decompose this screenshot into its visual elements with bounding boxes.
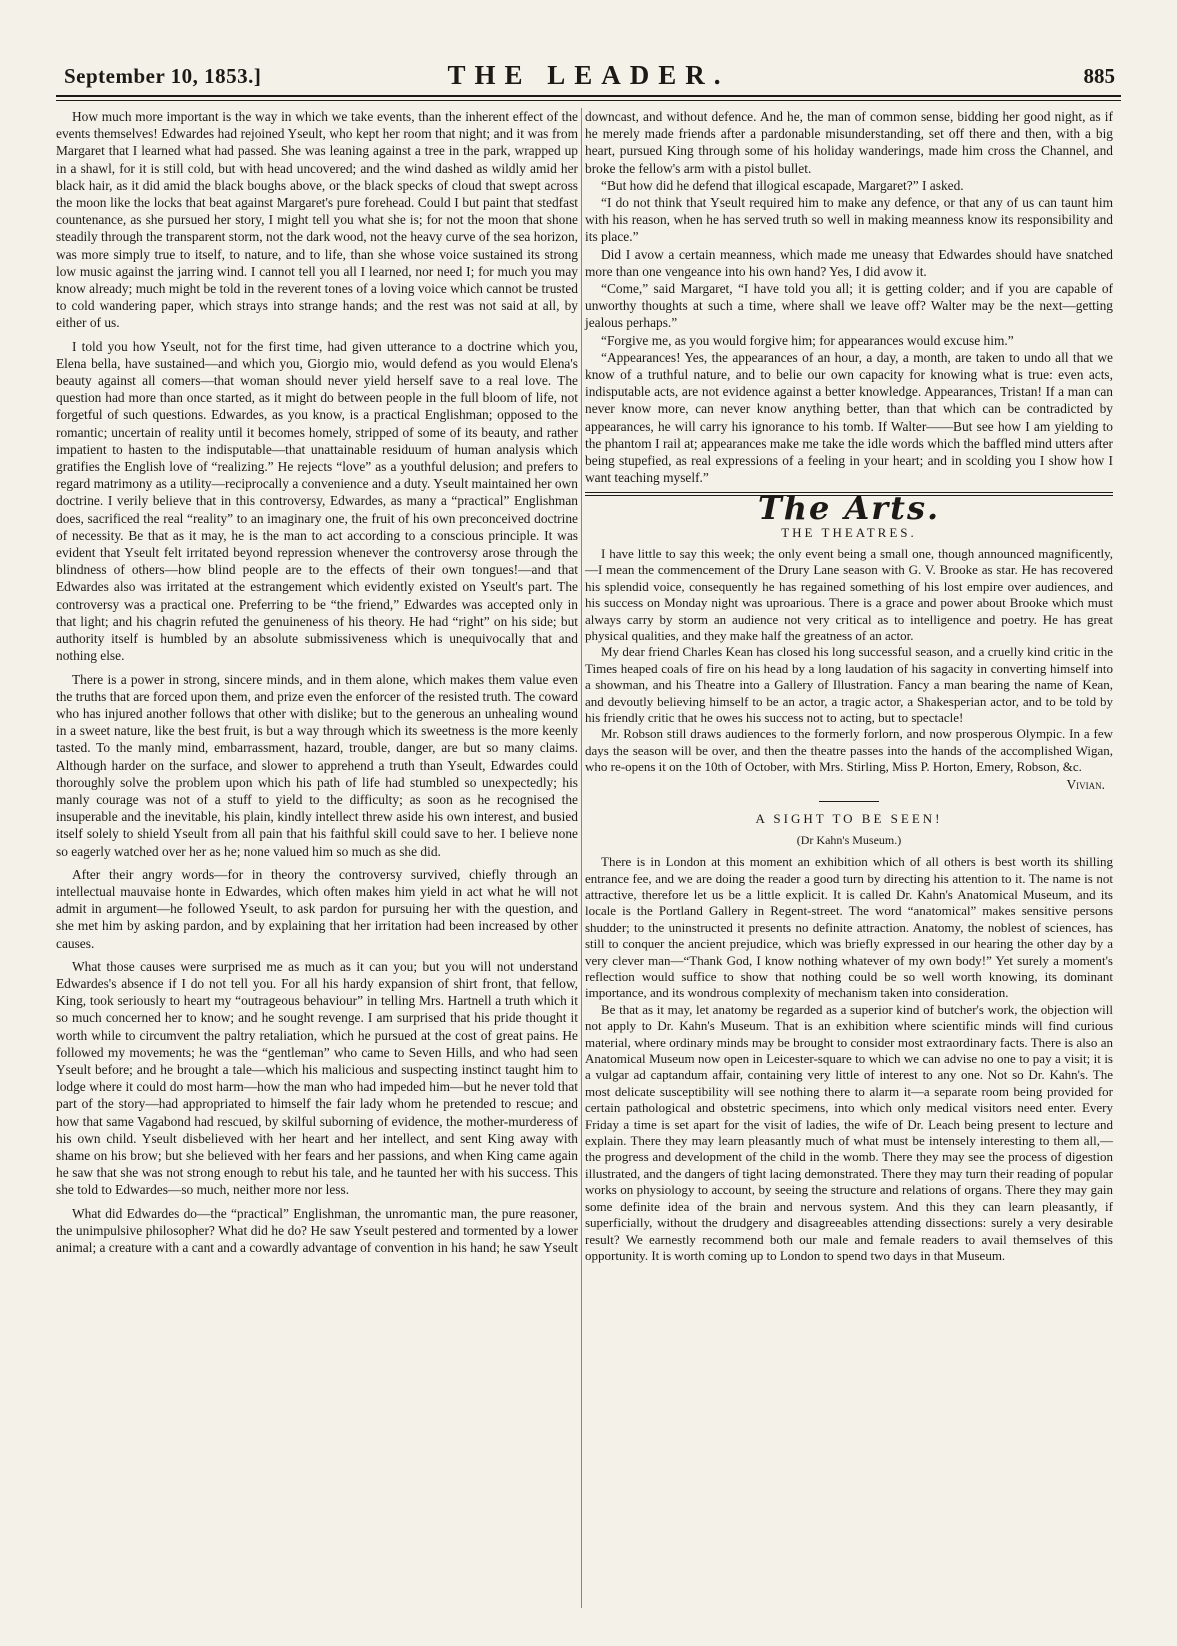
paragraph: “Forgive me, as you would forgive him; for appearances would excuse him.” [601, 332, 1014, 348]
paragraph: Mr. Robson still draws audiences to the formerly forlorn, and now prosperous Olympic. In a few days the season will be over, and then the theatre passes into the hands of the accomplished Wigan, who re-opens it on the 10th of October, with Mrs. Stirling, Miss P. Horton, Emery, Robson, &c. [585, 726, 1113, 775]
paragraph: There is a power in strong, sincere minds, and in them alone, which makes them value even the truths that are forced upon them, and prize even the enforcer of the resisted truth. The coward who has injured another follows that other with dislike; but to the generous an unhealing wound in a sweet nature, like the best fruit, is but a way through which its sweetness is the more keenly tasted. To the manly mind, embarrassment, hazard, trouble, danger, are but so many claims. Although harder on the surface, and slower to apprehend a truth than Yseult, Edwardes could thoroughly solve the problem upon which his path of life had stumbled so unexpectedly; his manly courage was not of a stuff to yield to the difficulty; as soon as he recognised the insuperable and the inevitable, his plain, kindly intellect threw aside his own interest, and busied itself solely to shield Yseult from all pain that his faithful skill could save to her. I believe none so eagerly watched over her as he; none valued him so much as she did. [56, 671, 578, 859]
paragraph: What those causes were surprised me as much as it can you; but you will not understand Edwardes's absence if I do not tell you. For all his hardy expansion of shirt front, that fellow, King, took seriously to heart my “outrageous behaviour” in telling Mrs. Hartnell a truth which it so much concerned her to know; and he sought revenge. I am surprised that his pride thought it worth while to circumvent the paltry retaliation, which he pursued at the cost of great pains. He followed my movements; he was the “gentleman” who came to Seven Hills, and who had seen Yseult before; and he brought a tale—which his malicious and suspecting instinct taught him to lodge where it could do most harm—how the man who had impeded him—but he never told that part of the story—had appropriated to himself the fair lady whom he pretended to rescue; and how that same Vagabond had rescued, by skilful suborning of evidence, the mother-murderess of his own child. Yseult disbelieved with her heart and her intellect, and sent King away with shame on his brow; but she believed with her fears and her passions, and when King came again he saw that she was not strong enough to rebut his tale, and he taunted her with his success. This she told to Edwardes—so much, neither more nor less. [56, 958, 578, 1198]
sight-subheading: (Dr Kahn's Museum.) [796, 832, 902, 847]
theatres-heading: THE THEATRES. [781, 524, 917, 540]
page-number: 885 [1083, 64, 1115, 88]
masthead [56, 60, 1121, 94]
paragraph: Be that as it may, let anatomy be regarded as a superior kind of butcher's work, the objection will not apply to Dr. Kahn's Museum. That is an exhibition where scientific minds will find curious material, where ordinary minds may be brought to consider most extraordinary facts. There is also an Anatomical Museum now open in Leicester-square to which we can advise no one to pay a visit; it is a vulgar ad captandum affair, containing very little of interest to any one. Not so Dr. Kahn's. The most delicate susceptibility will see nothing there to alarm it—a separate room being provided for certain pathological and obstetric specimens, into which only medical visitors need enter. Every Friday a time is set apart for the visit of ladies, the wife of Dr. Leach being present to lecture and explain. There they may learn pleasantly much of what must be intensely interesting to them all,—the progress and development of the child in the womb. There they may see the process of digestion illustrated, and the dangers of tight lacing demonstrated. There they may turn their reading of popular works on physiology to account, by seeing the structure and relations of organs. There they may gain some definite idea of the brain and nervous system. And this they can learn pleasantly, if superficially, without the drudgery and disagreeables attending dissections: surely a very desirable result? We earnestly recommend both our male and female readers to avail themselves of this opportunity. It is worth coming up to London to spend two days in that Museum. [585, 1001, 1113, 1263]
paragraph: There is in London at this moment an exhibition which of all others is best worth its shilling entrance fee, and we are doing the reader a good turn by directing his attention to it. The name is not attractive, therefore let us be a little explicit. It is called Dr. Kahn's Anatomical Museum, and its locale is the Portland Gallery in Regent-street. The word “anatomical” makes sensitive persons shudder; to the uninstructed it presents no definite attraction. Anatomy, the noblest of sciences, has still to conquer the ancient prejudice, which was briefly expressed in our hearing the other day by a very clever man—“Thank God, I know nothing whatever of my own body!” Yet surely a moment's reflection would suffice to show that nothing could be so well worth knowing, its dominant importance, and its wondrous complexity of mechanism taken into consideration. [585, 854, 1113, 1001]
paragraph: “I do not think that Yseult required him to make any defence, or that any of us can taunt him with his reason, when he has served truth so well in making meanness know its responsibility and its place.” [585, 195, 1113, 245]
column-divider [581, 108, 582, 1608]
paragraph: Did I avow a certain meanness, which made me uneasy that Edwardes should have snatched more than one vengeance into his own hand? Yes, I did avow it. [585, 246, 1113, 279]
paragraph: My dear friend Charles Kean has closed his long successful season, and a cruelly kind critic in the Times heaped coals of fire on his head by a long laudation of his sagacity in converting himself into a showman, and his Theatre into a Gallery of Illustration. Fancy a man bearing the name of Kean, and devoutly believing himself to be an actor, a tragic actor, a Shakesperian actor, and to be told by his friendly critic that he owes his success not to acting, but to spectacle! [585, 644, 1113, 725]
newspaper-title: THE LEADER. [447, 60, 730, 90]
issue-date: September 10, 1853.] [64, 64, 262, 88]
paragraph: “Appearances! Yes, the appearances of an hour, a day, a month, are taken to undo all that we know of a truthful nature, and to belie our own capacity for knowing what is true: even acts, indisputable acts, are not evidence against a better knowledge. Appearances, Tristan! If a man can never know more, can never know anything better, than that which can be contradicted by appearances, he will carry his ignorance to his tomb. If Walter——But see how I am yielding to the phantom I rail at; appearances make me take the idle words which the baffled mind utters after being stupefied, as real expressions of a feeling in your heart; and in scolding you I show how I want teaching myself.” [585, 349, 1113, 486]
left-column [56, 108, 578, 1256]
paragraph: What did Edwardes do—the “practical” Englishman, the unromantic man, the pure reasoner, the unimpulsive philosopher? What did he do? He saw Yseult pestered and tormented by a lower animal; a creature with a cant and a cowardly advantage of convention in his hand; he saw Yseult [56, 1205, 578, 1255]
paragraph: “But how did he defend that illogical escapade, Margaret?” I asked. [601, 177, 964, 193]
header-rule [56, 95, 1121, 101]
paragraph: After their angry words—for in theory the controversy survived, chiefly through an intellectual mauvaise honte in Edwardes, which often makes him yield in act what he will not admit in argument—he followed Yseult, to ask pardon for pursuing her with the question, and she met him by asking pardon, and by explaining that her irritation had been increased by other causes. [56, 866, 578, 951]
paragraph: I told you how Yseult, not for the first time, had given utterance to a doctrine which you, Elena bella, have sustained—and which you, Giorgio mio, would defend as you would Elena's beauty against all comers—that woman should never yield herself save to a real love. The question had more than once started, as it might do between people in the full bloom of life, not forgetful of such questions. Edwardes, as you know, is a practical Englishman; opposed to the romantic; uncertain of reality until it becomes homely, stripped of some of its beauty, and rather impatient to hasten to the indisputable—that unattainable residuum of human analysis which gratifies the English love of “realizing.” He rejects “love” as a youthful delusion; and prefers to regard matrimony as a utility—reciprocally a convenience and a duty. Yseult maintained her own doctrine. I verily believe that in this controversy, Edwardes, as many a “practical” Englishman does, sacrificed the real “reality” to an imaginary one, the fruit of his own preconceived doctrine of necessity. Be that as it may, he is the man to act according to a conscious principle. It was evident that Yseult felt irritated beyond repression whenever the controversy arose through the blindness of others—how blind people are to the effects of their own tongues!—and that Edwardes also was irritated at the estrangement which evidently existed on Yseult's part. The controversy was a practical one. Preferring to be “the friend,” Edwardes was accepted only in that light; and his chagrin refuted the genuineness of his theory. He had “right” on his side; but authority itself is humbled by an absolute submissiveness which is unequivocally that and nothing else. [56, 338, 578, 664]
right-column [585, 108, 1113, 1264]
paragraph: I have little to say this week; the only event being a small one, though announced magnificently,—I mean the commencement of the Drury Lane season with G. V. Brooke as star. He has recovered his splendid voice, consequently he has regained something of his lost empire over audiences, and his success on Monday night was uproarious. There is a grace and power about Brooke which must always carry by storm an audience not very critical as to intelligence and poetry. He has great physical qualities, and they make half the greatness of an actor. [585, 545, 1113, 643]
author-signature: Vivian. [1066, 776, 1105, 792]
paragraph: “Come,” said Margaret, “I have told you all; it is getting colder; and if you are capable of unworthy thoughts at such a time, where shall we leave off? Walter may be the next—getting jealous perhaps.” [585, 281, 1113, 331]
arts-section-title: The Arts. [757, 489, 941, 528]
paragraph: downcast, and without defence. And he, the man of common sense, bidding her good night, as if he merely made friends after a pardonable misunderstanding, set off there and then, with a big heart, pursued King through some of his holiday wanderings, made him cross the Channel, and broke the fellow's arm with a pistol bullet. [585, 109, 1113, 176]
sight-heading: A SIGHT TO BE SEEN! [755, 810, 943, 826]
divider [819, 801, 879, 802]
paragraph: How much more important is the way in which we take events, than the inherent effect of the events themselves! Edwardes had rejoined Yseult, who kept her room that night; and it was from Margaret that I learned what had passed. She was leaning against a tree in the park, wrapped up in a shawl, for it is still cold, but with head uncovered; and the wind dashed as wildly amid her black hair, as it did amid the black boughs above, or the black specks of cloud that swept across the moon like the locks that beat against Margaret's pure forehead. Could I but paint that stedfast countenance, as she pursued her story, I might tell you what she is; for not the moon that shone steadily through the transparent storm, not the dark wood, not the heavy curve of the sea horizon, was more simply true to itself, to nature, and to life, than she whose voice sustained its strong low music against the jarring wind. I cannot tell you all I learned, nor need I; for much you may know already; much might be told in the reverent tones of a loving voice which cannot be trusted to cold wandering paper, which strays into strange hands; and the rest was not said at all, by either of us. [56, 109, 578, 331]
